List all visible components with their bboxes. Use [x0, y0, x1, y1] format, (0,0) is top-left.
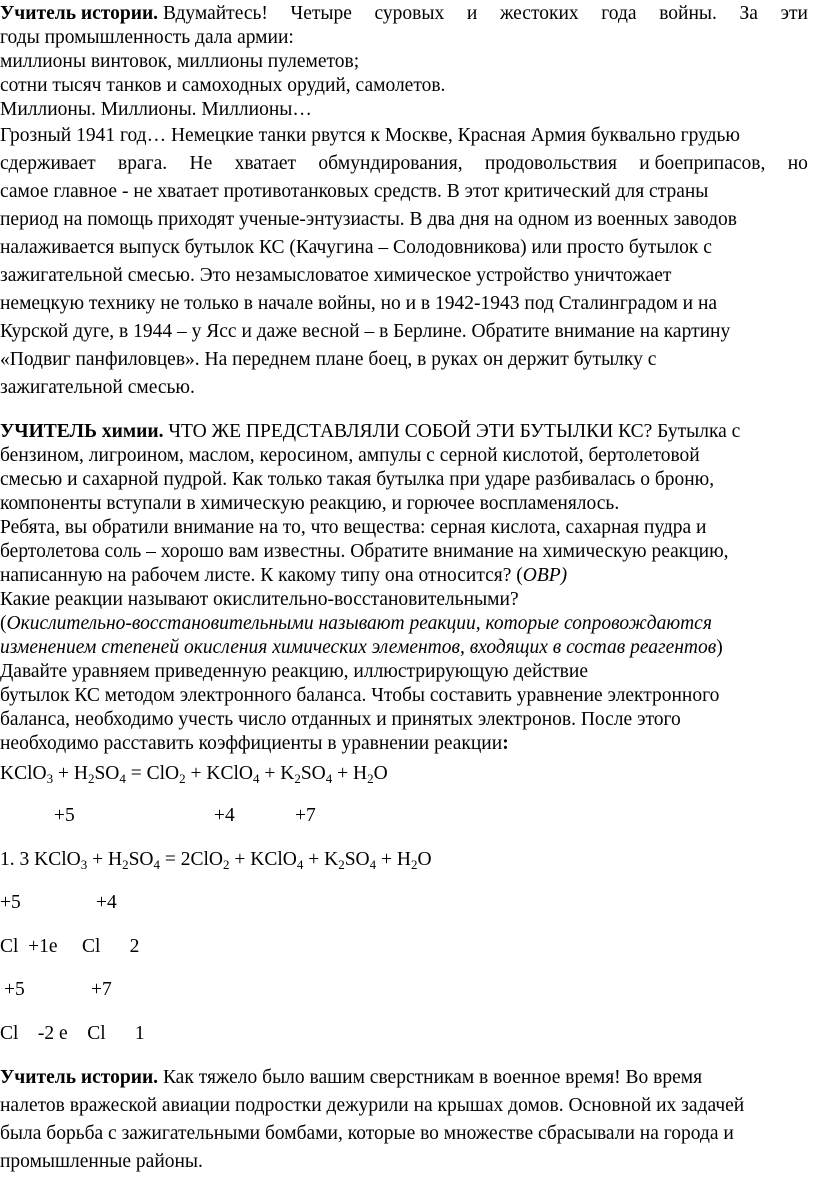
text-line: бертолетова соль – хорошо вам известны. Обратите внимание на химическую реакцию,: [0, 541, 729, 562]
text-line: бензином, лигроином, маслом, керосином, ампулы с серной кислотой, бертолетовой: [0, 445, 700, 466]
history-closing-line: Учитель истории. Как тяжело было вашим сверстникам в военное время! Во время: [0, 1067, 703, 1088]
text-line: бутылок КС методом электронного баланса. Чтобы составить уравнение электронного: [0, 685, 720, 706]
text-line: компоненты вступали в химическую реакцию, и горючее воспламенялось.: [0, 493, 620, 514]
speaker-label: Учитель истории. Вдумайтесь!: [0, 3, 268, 24]
word: Не: [189, 153, 213, 174]
text-line: миллионы винтовок, миллионы пулеметов;: [0, 51, 360, 72]
text-line: «Подвиг панфиловцев». На переднем плане боец, в руках он держит бутылку с: [0, 349, 657, 370]
text-line: Грозный 1941 год… Немецкие танки рвутся к Москве, Красная Армия буквально грудью: [0, 125, 740, 146]
speaker-label: УЧИТЕЛЬ химии.: [0, 421, 164, 442]
chemistry-intro-line: УЧИТЕЛЬ химии. ЧТО ЖЕ ПРЕДСТАВЛЯЛИ СОБОЙ ЭТИ БУТЫЛКИ КС? Бутылка с: [0, 421, 741, 442]
oxidation-state: +7: [91, 979, 112, 1000]
word: суровых: [374, 3, 445, 24]
balanced-equation: 1. 3 KClO$_3$ + $H_2SO_4 = 2ClO_2$ + KClO$_4$ + $K_2SO_4 + H_2O$: [0, 849, 432, 872]
text-line: годы промышленность дала армии:: [0, 27, 294, 48]
oxidation-state: +4: [96, 892, 117, 913]
text-line: период на помощь приходят ученые-энтузиасты. В два дня на одном из военных заводов: [0, 209, 737, 230]
word: и: [466, 3, 478, 24]
text-line: сотни тысяч танков и самоходных орудий, самолетов.: [0, 75, 446, 96]
word: продовольствия: [484, 153, 617, 174]
history-intro-line: [0, 2, 808, 26]
oxidation-state: +5: [4, 979, 25, 1000]
text-line: зажигательной смесью. Это незамысловатое химическое устройство уничтожает: [0, 265, 672, 286]
text-line: налетов вражеской авиации подростки дежурили на крышах домов. Основной их задачей: [0, 1095, 745, 1116]
word: обмундирования,: [318, 153, 463, 174]
speaker-label: Учитель истории.: [0, 1067, 159, 1088]
text-line: промышленные районы.: [0, 1151, 203, 1172]
oxidation-state: +5: [0, 892, 21, 913]
electron-balance-line: Cl +1e Cl 2: [0, 936, 140, 957]
electron-balance-line: Cl -2 e Cl 1: [0, 1023, 145, 1044]
word: войны.: [659, 3, 717, 24]
text-line: написанную на рабочем листе. К какому типу она относится? (ОВР): [0, 565, 568, 586]
text-line: самое главное - не хватает противотанковых средств. В этот критический для страны: [0, 181, 709, 202]
text-line: зажигательной смесью.: [0, 377, 195, 398]
oxidation-state: +5: [54, 805, 75, 826]
oxidation-state: +4: [214, 805, 235, 826]
word: и боеприпасов,: [639, 153, 766, 174]
text-line: необходимо расставить коэффициенты в уравнении реакции:: [0, 733, 509, 754]
word: жестоких: [499, 3, 579, 24]
text-line: баланса, необходимо учесть число отданных и принятых электронов. После этого: [0, 709, 681, 730]
text-line: [0, 152, 808, 176]
word: За: [739, 3, 758, 24]
word: эти: [780, 3, 808, 24]
text-line: немецкую технику не только в начале войны, но и в 1942-1943 под Сталинградом и на: [0, 293, 718, 314]
text-line: Миллионы. Миллионы. Миллионы…: [0, 99, 312, 120]
oxidation-state: +7: [295, 805, 316, 826]
word: хватает: [234, 153, 297, 174]
word: сдерживает: [0, 153, 96, 174]
definition-line: (Окислительно-восстановительными называют реакции, которые сопровождаются: [0, 613, 712, 634]
word: года: [601, 3, 637, 24]
word: врага.: [118, 153, 168, 174]
definition-line: изменением степеней окисления химических элементов, входящих в состав реагентов): [0, 637, 723, 658]
word: Четыре: [290, 3, 352, 24]
text-line: налаживается выпуск бутылок КС (Качугина – Солодовникова) или просто бутылок с: [0, 237, 712, 258]
reaction-equation: KClO$_3$ + $H_2SO_4 = ClO_2$ + KClO$_4$ + $K_2SO_4 + H_2O$: [0, 763, 388, 786]
text-line: Давайте уравняем приведенную реакцию, иллюстрирующую действие: [0, 661, 588, 682]
text-line: была борьба с зажигательными бомбами, которые во множестве сбрасывали на города и: [0, 1123, 734, 1144]
text-line: смесью и сахарной пудрой. Как только такая бутылка при ударе разбивалась о броню,: [0, 469, 715, 490]
word: но: [787, 153, 808, 174]
text-line: Курской дуге, в 1944 – у Ясс и даже весной – в Берлине. Обратите внимание на картину: [0, 321, 731, 342]
text-line: Ребята, вы обратили внимание на то, что вещества: серная кислота, сахарная пудра и: [0, 517, 707, 538]
text-line: Какие реакции называют окислительно-восстановительными?: [0, 589, 519, 610]
